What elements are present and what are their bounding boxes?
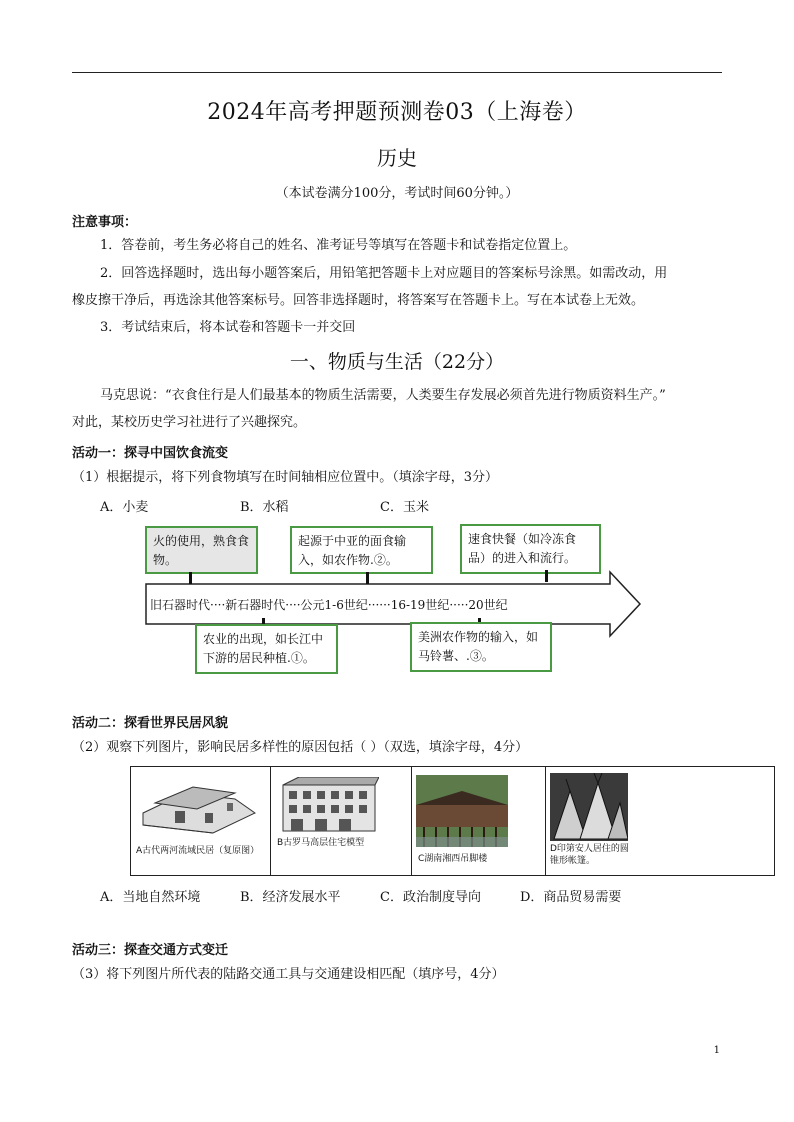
- image-caption-b: B古罗马高层住宅模型: [277, 838, 365, 848]
- notes-heading: 注意事项：: [72, 215, 138, 230]
- image-cell-d: [546, 767, 774, 875]
- exam-info: （本试卷满分100分，考试时间60分钟。）: [275, 186, 519, 201]
- notes-item-1: 1．答卷前，考生务必将自己的姓名、准考证号等填写在答题卡和试卷指定位置上。: [100, 238, 577, 253]
- timeline-tick-fire: [189, 572, 192, 584]
- mesopotamia-house-image: [135, 773, 263, 841]
- activity2-question: （2）观察下列图片，影响民居多样性的原因包括（ ）（双选，填涂字母，4分）: [72, 740, 529, 755]
- activity2-heading: 活动二：探看世界民居风貌: [72, 716, 229, 731]
- page-title: 2024年高考押题预测卷03（上海卷）: [207, 100, 587, 125]
- activity3-heading: 活动三：探查交通方式变迁: [72, 943, 229, 958]
- image-caption-d: D印第安人居住的圆锥形帐篷。: [550, 844, 629, 866]
- roman-insula-image: [279, 777, 379, 833]
- activity2-option-b: B．经济发展水平: [240, 890, 341, 905]
- activity1-question: （1）根据提示，将下列食物填写在时间轴相应位置中。（填涂字母，3分）: [72, 470, 499, 485]
- subject-title: 历史: [377, 146, 417, 170]
- timeline-box-agri: 农业的出现，如长江中下游的居民种植.①。: [195, 624, 338, 674]
- timeline-box-america: 美洲农作物的输入，如马铃薯、.③。: [410, 622, 552, 672]
- top-rule: [72, 72, 722, 73]
- timeline-label: 旧石器时代····新石器时代····公元1-6世纪······16-19世纪·····20世纪: [150, 598, 508, 612]
- activity1-option-b: B．水稻: [240, 500, 289, 515]
- image-cell-c: [412, 767, 546, 875]
- activity3-question: （3）将下列图片所代表的陆路交通工具与交通建设相匹配（填序号，4分）: [72, 967, 505, 982]
- activity2-option-c: C．政治制度导向: [380, 890, 481, 905]
- section-title: 一、物质与生活（22分）: [289, 351, 505, 373]
- activity1-heading: 活动一：探寻中国饮食流变: [72, 446, 229, 461]
- timeline-box-fire: 火的使用，熟食食物。: [145, 526, 258, 574]
- notes-item-2-line1: 2．回答选择题时，选出每小题答案后，用铅笔把答题卡上对应题目的答案标号涂黑。如需改动，用: [100, 266, 668, 281]
- timeline-tick-fastfood: [545, 570, 548, 582]
- image-caption-c: C湖南湘西吊脚楼: [418, 854, 488, 864]
- timeline-box-wheat: 起源于中亚的面食输入，如农作物.②。: [290, 526, 433, 574]
- image-cell-a: [130, 767, 271, 875]
- image-cell-b: [271, 767, 412, 875]
- tipi-image: [550, 773, 628, 841]
- intro-line-2: 对此，某校历史学习社进行了兴趣探究。: [72, 415, 307, 430]
- intro-line-1: 马克思说：“衣食住行是人们最基本的物质生活需要，人类要生存发展必须首先进行物质资料生产。”: [100, 388, 666, 403]
- activity2-option-d: D．商品贸易需要: [520, 890, 622, 905]
- notes-item-3: 3．考试结束后，将本试卷和答题卡一并交回: [100, 320, 356, 335]
- stilt-house-image: [416, 775, 508, 847]
- page-number: 1: [713, 1045, 720, 1056]
- activity1-option-c: C．玉米: [380, 500, 429, 515]
- image-caption-a: A古代两河流域民居（复原图）: [136, 846, 260, 856]
- timeline-tick-wheat: [366, 572, 369, 584]
- activity1-option-a: A．小麦: [100, 500, 149, 515]
- activity2-option-a: A．当地自然环境: [100, 890, 201, 905]
- timeline-box-fastfood: 速食快餐（如冷冻食品）的进入和流行。: [460, 524, 601, 574]
- notes-item-2-line2: 橡皮擦干净后，再选涂其他答案标号。回答非选择题时，将答案写在答题卡上。写在本试卷上无效。: [72, 293, 645, 308]
